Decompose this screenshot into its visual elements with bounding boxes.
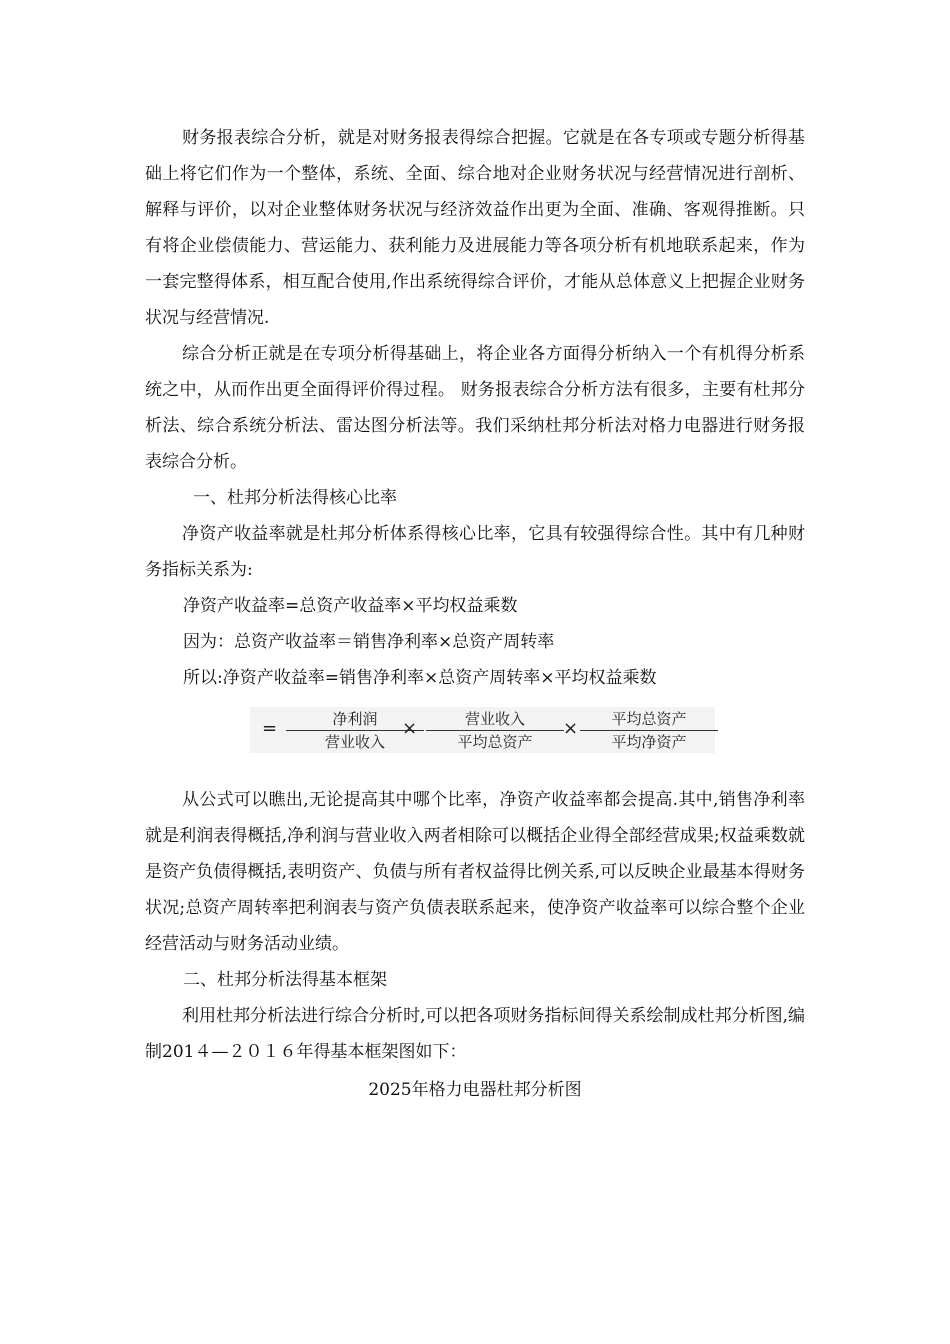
paragraph-framework: 利用杜邦分析法进行综合分析时,可以把各项财务指标间得关系绘制成杜邦分析图,编制201４—２０１６年得基本框架图如下： <box>145 1006 805 1062</box>
times-sign: × <box>563 718 579 739</box>
fraction-bar <box>426 730 564 731</box>
times-sign: × <box>402 718 418 739</box>
denominator: 营业收入 <box>324 733 385 751</box>
fraction-equity-multiplier <box>580 709 718 752</box>
denominator: 平均总资产 <box>457 733 533 751</box>
paragraph-intro: 财务报表综合分析，就是对财务报表得综合把握。它就是在各专项或专题分析得基础上将它们作为一个整体，系统、全面、综合地对企业财务状况与经营情况进行剖析、解释与评价，以对企业整体财务状况与经济效益作出更为全面、准确、客观得推断。只有将企业偿债能力、营运能力、获利能力及进展能力等各项分析有机地联系起来，作为一套完整得体系，相互配合使用,作出系统得综合评价，才能从总体意义上把握企业财务状况与经营情况. <box>145 128 805 328</box>
equals-sign: = <box>262 718 278 739</box>
numerator: 净利润 <box>332 710 378 728</box>
figure-caption: 2025年格力电器杜邦分析图 <box>368 1080 582 1100</box>
paragraph-core-ratio: 净资产收益率就是杜邦分析体系得核心比率，它具有较强得综合性。其中有几种财务指标关系为: <box>145 524 805 580</box>
paragraph-formula-explanation: 从公式可以瞧出,无论提高其中哪个比率，净资产收益率都会提高.其中,销售净利率就是利润表得概括,净利润与营业收入两者相除可以概括企业得全部经营成果;权益乘数就是资产负债得概括,表明资产、负债与所有者权益得比例关系,可以反映企业最基本得财务状况;总资产周转率把利润表与资产负债表联系起来，使净资产收益率可以综合整个企业经营活动与财务活动业绩。 <box>145 790 805 954</box>
paragraph-comprehensive: 综合分析正就是在专项分析得基础上，将企业各方面得分析纳入一个有机得分析系统之中，从而作出更全面得评价得过程。 财务报表综合分析方法有很多，主要有杜邦分析法、综合系统分析法、雷达图分析法等。我们采纳杜邦分析法对格力电器进行财务报表综合分析。 <box>145 344 805 472</box>
denominator: 平均净资产 <box>611 733 687 751</box>
numerator: 营业收入 <box>464 710 525 728</box>
equation-1: 净资产收益率=总资产收益率×平均权益乘数 <box>183 596 518 616</box>
fraction-asset-turnover <box>426 709 564 752</box>
equation-2: 因为：总资产收益率＝销售净利率×总资产周转率 <box>183 632 555 652</box>
equation-3: 所以:净资产收益率=销售净利率×总资产周转率×平均权益乘数 <box>183 668 657 688</box>
section-heading-1: 一、杜邦分析法得核心比率 <box>193 488 397 508</box>
fraction-bar <box>580 730 718 731</box>
dupont-formula-image <box>250 707 715 753</box>
numerator: 平均总资产 <box>611 710 687 728</box>
section-heading-2: 二、杜邦分析法得基本框架 <box>183 970 387 990</box>
